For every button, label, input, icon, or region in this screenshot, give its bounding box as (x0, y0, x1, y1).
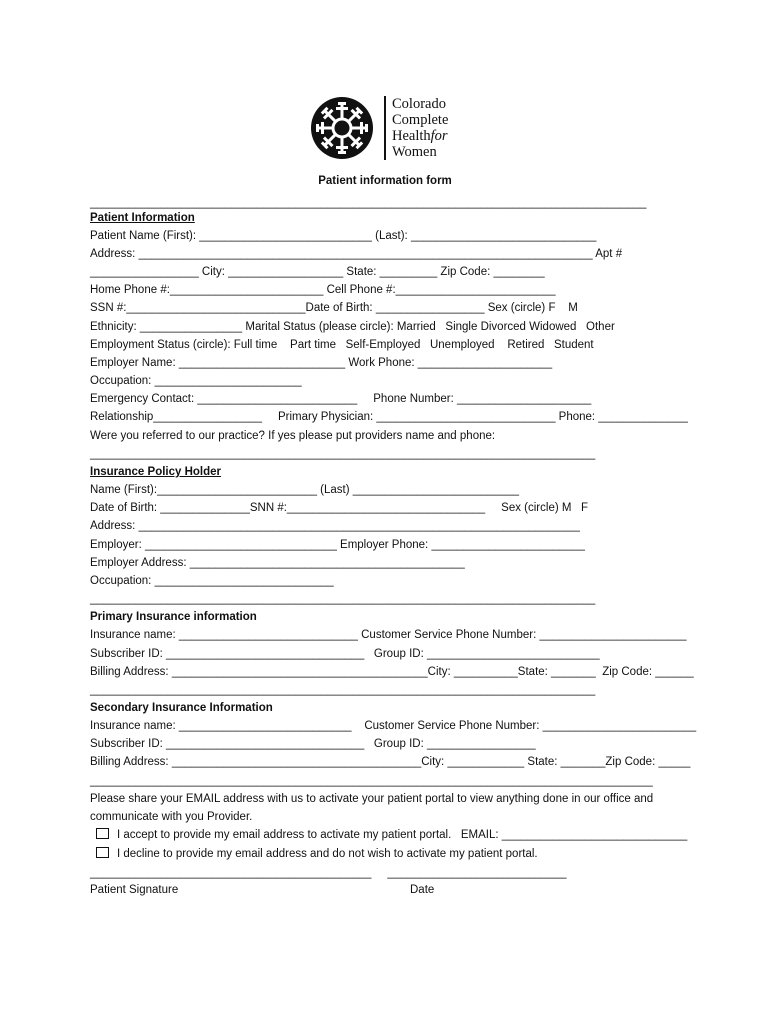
form-line: Please share your EMAIL address with us to activate your patient portal to view anything done in our office and (90, 793, 654, 805)
form-line[interactable]: Patient Name (First): ___________________________ (Last): _____________________________ (90, 230, 597, 242)
form-line[interactable]: Subscriber ID: _______________________________ Group ID: _________________ (90, 738, 536, 750)
form-line[interactable]: Occupation: ____________________________ (90, 575, 334, 587)
form-line: Primary Insurance information (90, 611, 257, 623)
checkbox[interactable] (96, 847, 109, 858)
form-title: Patient information form (318, 175, 452, 187)
form-line: Employment Status (circle): Full time Part time Self-Employed Unemployed Retired Student (90, 339, 594, 351)
form-line[interactable]: ________________________________________________________________________________________ (90, 775, 653, 787)
logo-line-2: Complete (392, 112, 449, 128)
form-line[interactable]: Billing Address: ________________________________________City: __________State: _______ Zip Code: ______ (90, 666, 694, 678)
email-option-label: I accept to provide my email address to activate my patient portal. EMAIL: _____________________________ (117, 829, 688, 841)
form-line[interactable]: _______________________________________________________________________________ (90, 593, 596, 605)
logo-wordmark (392, 96, 448, 160)
email-option-label: I decline to provide my email address and do not wish to activate my patient portal. (117, 848, 538, 860)
snowflake-logo-icon (310, 96, 374, 160)
logo-line-4: Women (392, 144, 437, 160)
form-line[interactable]: Employer: ______________________________ Employer Phone: ________________________ (90, 539, 585, 551)
form-line[interactable]: Date of Birth: ______________SNN #:_______________________________ Sex (circle) M F (90, 502, 589, 514)
logo-divider (384, 96, 386, 160)
patient-signature-label: Patient Signature (90, 884, 179, 896)
date-label: Date (410, 884, 435, 896)
form-line[interactable]: Ethnicity: ________________ Marital Status (please circle): Married Single Divorced Widowed Other (90, 321, 615, 333)
form-line[interactable]: Address: _______________________________________________________________________ Apt # (90, 248, 623, 260)
form-line[interactable]: SSN #:____________________________Date of Birth: _________________ Sex (circle) F M (90, 302, 578, 314)
email-option-row (90, 828, 687, 842)
logo-line-1: Colorado (392, 96, 446, 112)
checkbox[interactable] (96, 828, 109, 839)
form-line[interactable]: Billing Address: _______________________________________City: ____________ State: _______Zip Code: _____ (90, 756, 691, 768)
form-line[interactable]: Subscriber ID: _______________________________ Group ID: ___________________________ (90, 648, 600, 660)
form-line[interactable]: Employer Name: __________________________ Work Phone: _____________________ (90, 357, 553, 369)
logo (310, 96, 470, 162)
form-line[interactable]: Employer Address: ___________________________________________ (90, 557, 465, 569)
form-line[interactable]: Emergency Contact: _________________________ Phone Number: _____________________ (90, 393, 592, 405)
signature-lines: ____________________________________________ ____________________________ (90, 867, 567, 879)
form-line[interactable]: Occupation: _______________________ (90, 375, 302, 387)
form-line: Were you referred to our practice? If yes please put providers name and phone: (90, 430, 496, 442)
form-line[interactable]: _______________________________________________________________________________________ (90, 197, 647, 209)
form-line[interactable]: Address: _____________________________________________________________________ (90, 520, 580, 532)
form-line[interactable]: _______________________________________________________________________________ (90, 684, 596, 696)
form-line[interactable]: Relationship_________________ Primary Physician: ____________________________ Phone: ______________ (90, 411, 688, 423)
form-line: Patient Information (90, 212, 195, 224)
logo-line-3: Healthfor (392, 128, 448, 144)
form-line[interactable]: _________________ City: __________________ State: _________ Zip Code: ________ (90, 266, 545, 278)
form-line: Secondary Insurance Information (90, 702, 273, 714)
form-line[interactable]: Insurance name: ___________________________ Customer Service Phone Number: ________________________ (90, 720, 697, 732)
form-line[interactable]: Name (First):_________________________ (Last) __________________________ (90, 484, 520, 496)
form-line: Insurance Policy Holder (90, 466, 222, 478)
email-option-row (90, 847, 538, 861)
form-line[interactable]: _______________________________________________________________________________ (90, 448, 596, 460)
form-line[interactable]: Insurance name: ____________________________ Customer Service Phone Number: _______________________ (90, 629, 687, 641)
form-line[interactable]: Home Phone #:________________________ Cell Phone #:_________________________ (90, 284, 556, 296)
form-line: communicate with you Provider. (90, 811, 253, 823)
